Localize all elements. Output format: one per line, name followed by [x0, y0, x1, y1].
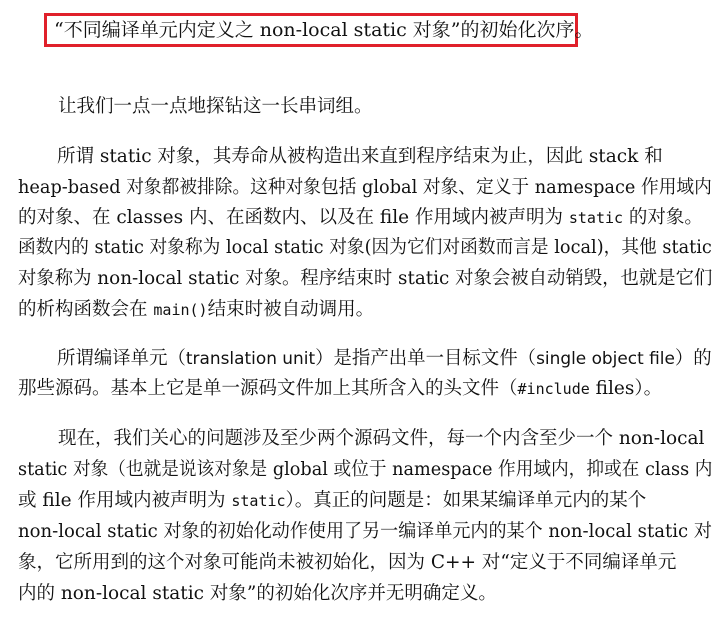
section-heading: “不同编译单元内定义之 non-local static 对象”的初始化次序。 — [54, 19, 594, 41]
para-problem-line-2: static 对象（也就是说该对象是 global 或位于 namespace 作用域内，抑或在 class 内 — [18, 459, 713, 480]
para-translation-unit-line-2: 那些源码。基本上它是单一源码文件加上其所含入的头文件（#include files）。 — [18, 378, 663, 399]
intro-line: 让我们一点一点地探钻这一长串词组。 — [58, 96, 373, 117]
para-problem-line-5: 象，它所用到的这个对象可能尚未被初始化，因为 C++ 对“定义于不同编译单元 — [18, 552, 677, 573]
para-static-line-5: 对象称为 non-local static 对象。程序结束时 static 对象会被自动销毁，也就是它们 — [18, 268, 713, 289]
para-problem-line-4: non-local static 对象的初始化动作使用了另一编译单元内的某个 non-local static 对 — [18, 521, 712, 542]
para-static-line-2: heap-based 对象都被排除。这种对象包括 global 对象、定义于 namespace 作用域内 — [18, 177, 712, 198]
para-static-line-3: 的对象、在 classes 内、在函数内、以及在 file 作用域内被声明为 static 的对象。 — [18, 207, 703, 228]
para-problem-line-1: 现在，我们关心的问题涉及至少两个源码文件，每一个内含至少一个 non-local — [58, 428, 705, 449]
para-problem-line-3: 或 file 作用域内被声明为 static）。真正的问题是：如果某编译单元内的某个 — [18, 490, 647, 511]
para-translation-unit-line-1: 所谓编译单元（translation unit）是指产出单一目标文件（single object file）的 — [57, 348, 712, 369]
code-static-2: static — [231, 492, 286, 510]
para-static-line-4: 函数内的 static 对象称为 local static 对象(因为它们对函数而言是 local)，其他 static — [18, 237, 712, 258]
code-main: main() — [153, 301, 208, 319]
para-static-line-6: 的析构函数会在 main()结束时被自动调用。 — [18, 299, 375, 320]
code-static: static — [568, 209, 624, 227]
para-problem-line-6: 内的 non-local static 对象”的初始化次序并无明确定义。 — [18, 583, 497, 604]
para-static-line-1: 所谓 static 对象，其寿命从被构造出来直到程序结束为止，因此 stack 和 — [57, 146, 663, 167]
code-include: #include — [517, 380, 590, 398]
